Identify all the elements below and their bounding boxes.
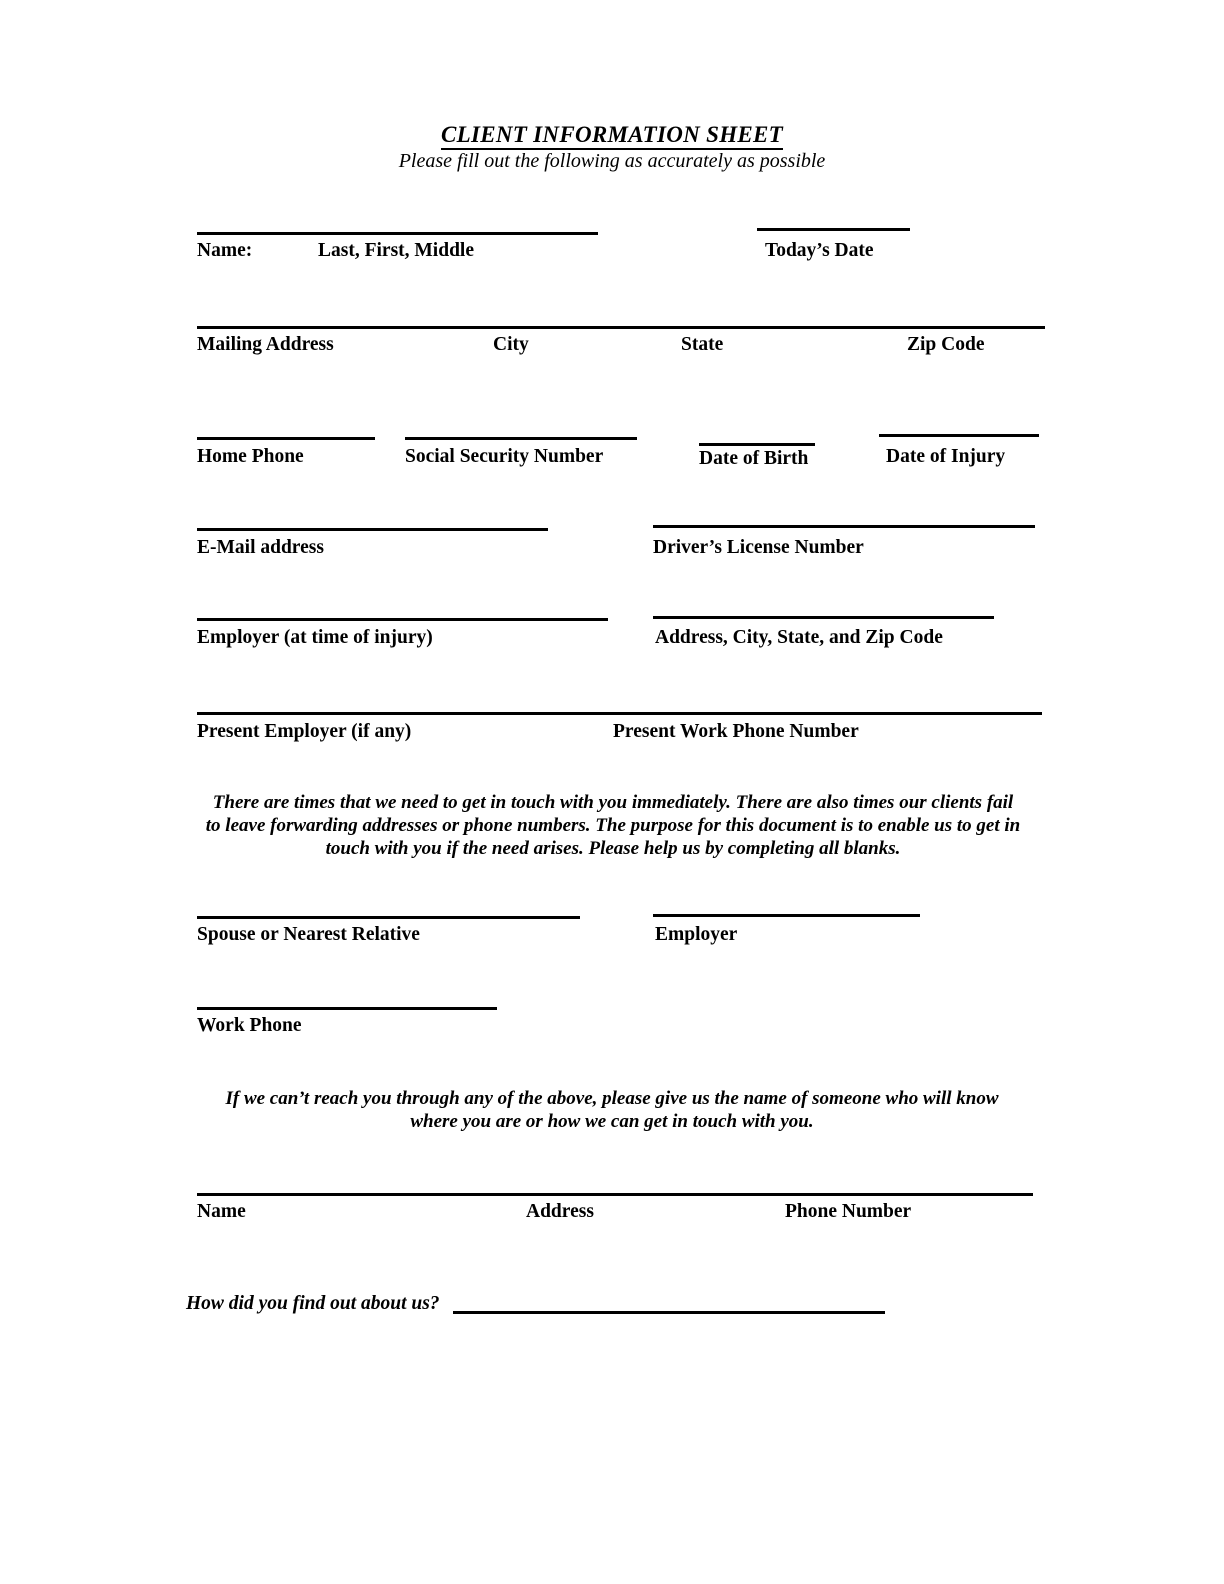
city-label: City: [493, 334, 529, 355]
relative-work-phone-blank-line[interactable]: [197, 1007, 497, 1010]
spouse-or-relative-label: Spouse or Nearest Relative: [197, 924, 420, 945]
contact-notice: [182, 792, 1044, 861]
page-title: [0, 122, 1224, 148]
name-blank-line[interactable]: [197, 232, 598, 235]
home-phone-blank-line[interactable]: [197, 437, 375, 440]
todays-date-label: Today’s Date: [765, 240, 874, 261]
ssn-label: Social Security Number: [405, 446, 604, 467]
referral-phone-label: Phone Number: [785, 1201, 912, 1222]
mailing-address-blank-line[interactable]: [197, 326, 1045, 329]
email-label: E-Mail address: [197, 537, 324, 558]
employer-at-injury-label: Employer (at time of injury): [197, 627, 433, 648]
referral-blank-line[interactable]: [197, 1193, 1033, 1196]
date-of-birth-blank-line[interactable]: [699, 443, 815, 446]
relative-employer-blank-line[interactable]: [653, 914, 920, 917]
name-label: Name:: [197, 240, 253, 261]
how-did-you-find-us-blank-line[interactable]: [453, 1311, 885, 1314]
mailing-address-label: Mailing Address: [197, 334, 334, 355]
date-of-birth-label: Date of Birth: [699, 448, 809, 469]
referral-address-label: Address: [526, 1201, 594, 1222]
referral-name-label: Name: [197, 1201, 246, 1222]
zip-code-label: Zip Code: [907, 334, 985, 355]
name-format-hint: Last, First, Middle: [318, 240, 474, 261]
referral-notice-line-2: where you are or how we can get in touch with you.: [410, 1110, 814, 1132]
referral-notice: [192, 1088, 1032, 1134]
todays-date-blank-line[interactable]: [757, 228, 910, 231]
how-did-you-find-us-label: How did you find out about us?: [186, 1293, 440, 1314]
present-employer-label: Present Employer (if any): [197, 721, 412, 742]
home-phone-label: Home Phone: [197, 446, 304, 467]
drivers-license-label: Driver’s License Number: [653, 537, 864, 558]
contact-notice-line-2: to leave forwarding addresses or phone numbers. The purpose for this document is to enable us to get in: [205, 814, 1021, 836]
email-blank-line[interactable]: [197, 528, 548, 531]
relative-employer-label: Employer: [655, 924, 738, 945]
present-work-phone-label: Present Work Phone Number: [613, 721, 859, 742]
relative-work-phone-label: Work Phone: [197, 1015, 302, 1036]
present-employer-blank-line[interactable]: [197, 712, 1042, 715]
employer-at-injury-blank-line[interactable]: [197, 618, 608, 621]
state-label: State: [681, 334, 724, 355]
page-subtitle: Please fill out the following as accurately as possible: [398, 150, 826, 172]
drivers-license-blank-line[interactable]: [653, 525, 1035, 528]
page-title-text: CLIENT INFORMATION SHEET: [441, 122, 783, 150]
ssn-blank-line[interactable]: [405, 437, 637, 440]
employer-address-label: Address, City, State, and Zip Code: [655, 627, 943, 648]
contact-notice-line-3: touch with you if the need arises. Please help us by completing all blanks.: [325, 837, 901, 859]
spouse-or-relative-blank-line[interactable]: [197, 916, 580, 919]
date-of-injury-blank-line[interactable]: [879, 434, 1039, 437]
date-of-injury-label: Date of Injury: [886, 446, 1006, 467]
employer-address-blank-line[interactable]: [653, 616, 994, 619]
referral-notice-line-1: If we can’t reach you through any of the above, please give us the name of someone who will know: [225, 1088, 999, 1109]
contact-notice-line-1: There are times that we need to get in touch with you immediately. There are also times our clients fail: [212, 792, 1014, 813]
